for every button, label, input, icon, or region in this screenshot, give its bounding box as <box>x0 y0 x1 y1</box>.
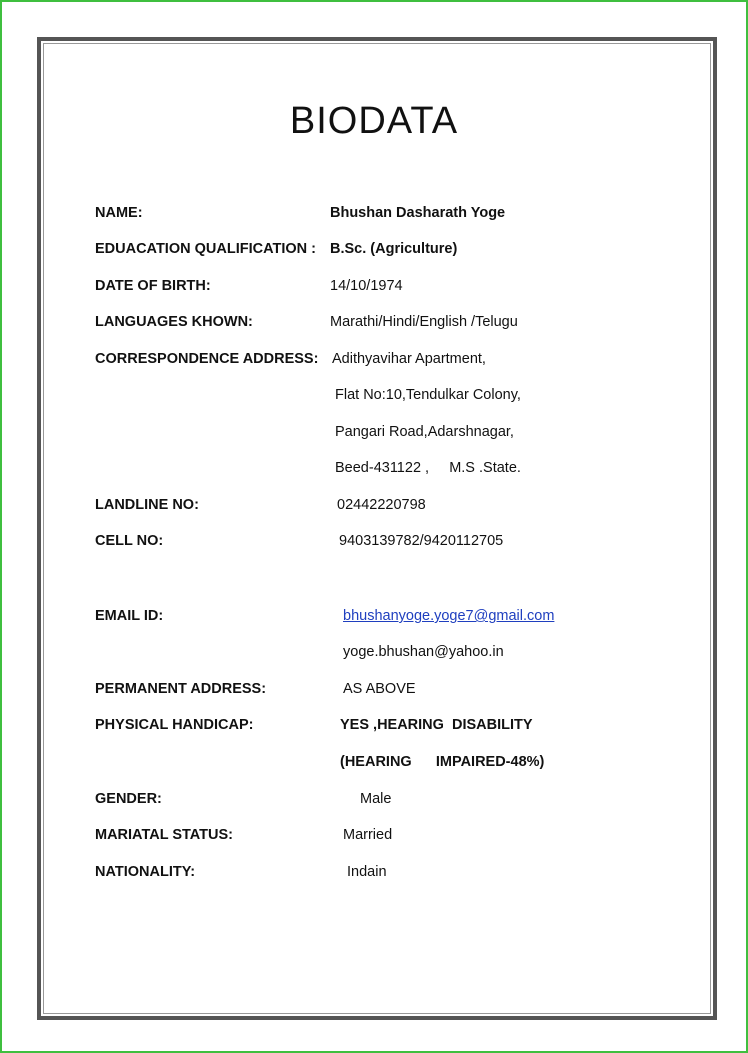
permanent-label: PERMANENT ADDRESS: <box>95 681 267 697</box>
dob-row <box>0 278 748 302</box>
name-label: NAME: <box>95 205 143 221</box>
name-row <box>0 205 748 229</box>
nationality-label: NATIONALITY: <box>95 864 196 880</box>
handicap-value-2: (HEARING IMPAIRED-48%) <box>340 754 545 770</box>
landline-value: 02442220798 <box>337 497 426 513</box>
name-value: Bhushan Dasharath Yoge <box>330 205 506 221</box>
dob-value: 14/10/1974 <box>330 278 403 294</box>
cell-row <box>0 533 748 557</box>
nationality-value: Indain <box>347 864 387 880</box>
address-row-2 <box>0 387 748 411</box>
email-primary-link[interactable]: bhushanyoge.yoge7@gmail.com <box>343 608 555 624</box>
marital-value: Married <box>343 827 393 843</box>
marital-row <box>0 827 748 851</box>
landline-row <box>0 497 748 521</box>
document-title: BIODATA <box>289 100 459 142</box>
permanent-row <box>0 681 748 705</box>
email-label: EMAIL ID: <box>95 608 164 624</box>
landline-label: LANDLINE NO: <box>95 497 199 513</box>
cell-value: 9403139782/9420112705 <box>339 533 504 549</box>
permanent-value: AS ABOVE <box>343 681 416 697</box>
handicap-label: PHYSICAL HANDICAP: <box>95 717 254 733</box>
email-secondary: yoge.bhushan@yahoo.in <box>343 644 504 660</box>
languages-row <box>0 314 748 338</box>
address-line: Flat No:10,Tendulkar Colony, <box>335 387 521 403</box>
languages-value: Marathi/Hindi/English /Telugu <box>330 314 518 330</box>
address-line: Adithyavihar Apartment, <box>332 351 486 367</box>
address-line: Pangari Road,Adarshnagar, <box>335 424 514 440</box>
gender-row <box>0 791 748 815</box>
cell-label: CELL NO: <box>95 533 164 549</box>
dob-label: DATE OF BIRTH: <box>95 278 211 294</box>
address-row-3 <box>0 424 748 448</box>
languages-label: LANGUAGES KHOWN: <box>95 314 253 330</box>
address-line: Beed-431122 , M.S .State. <box>335 460 521 476</box>
email-row <box>0 608 748 632</box>
education-value: B.Sc. (Agriculture) <box>330 241 458 257</box>
education-row <box>0 241 748 265</box>
address-row <box>0 351 748 375</box>
education-label: EDUACATION QUALIFICATION : <box>95 241 316 257</box>
marital-label: MARIATAL STATUS: <box>95 827 233 843</box>
gender-label: GENDER: <box>95 791 162 807</box>
handicap-row-2 <box>0 754 748 778</box>
address-label: CORRESPONDENCE ADDRESS: <box>95 351 319 367</box>
address-row-4 <box>0 460 748 484</box>
email-row-2 <box>0 644 748 668</box>
handicap-row <box>0 717 748 741</box>
handicap-value: YES ,HEARING DISABILITY <box>340 717 533 733</box>
nationality-row <box>0 864 748 888</box>
gender-value: Male <box>360 791 392 807</box>
